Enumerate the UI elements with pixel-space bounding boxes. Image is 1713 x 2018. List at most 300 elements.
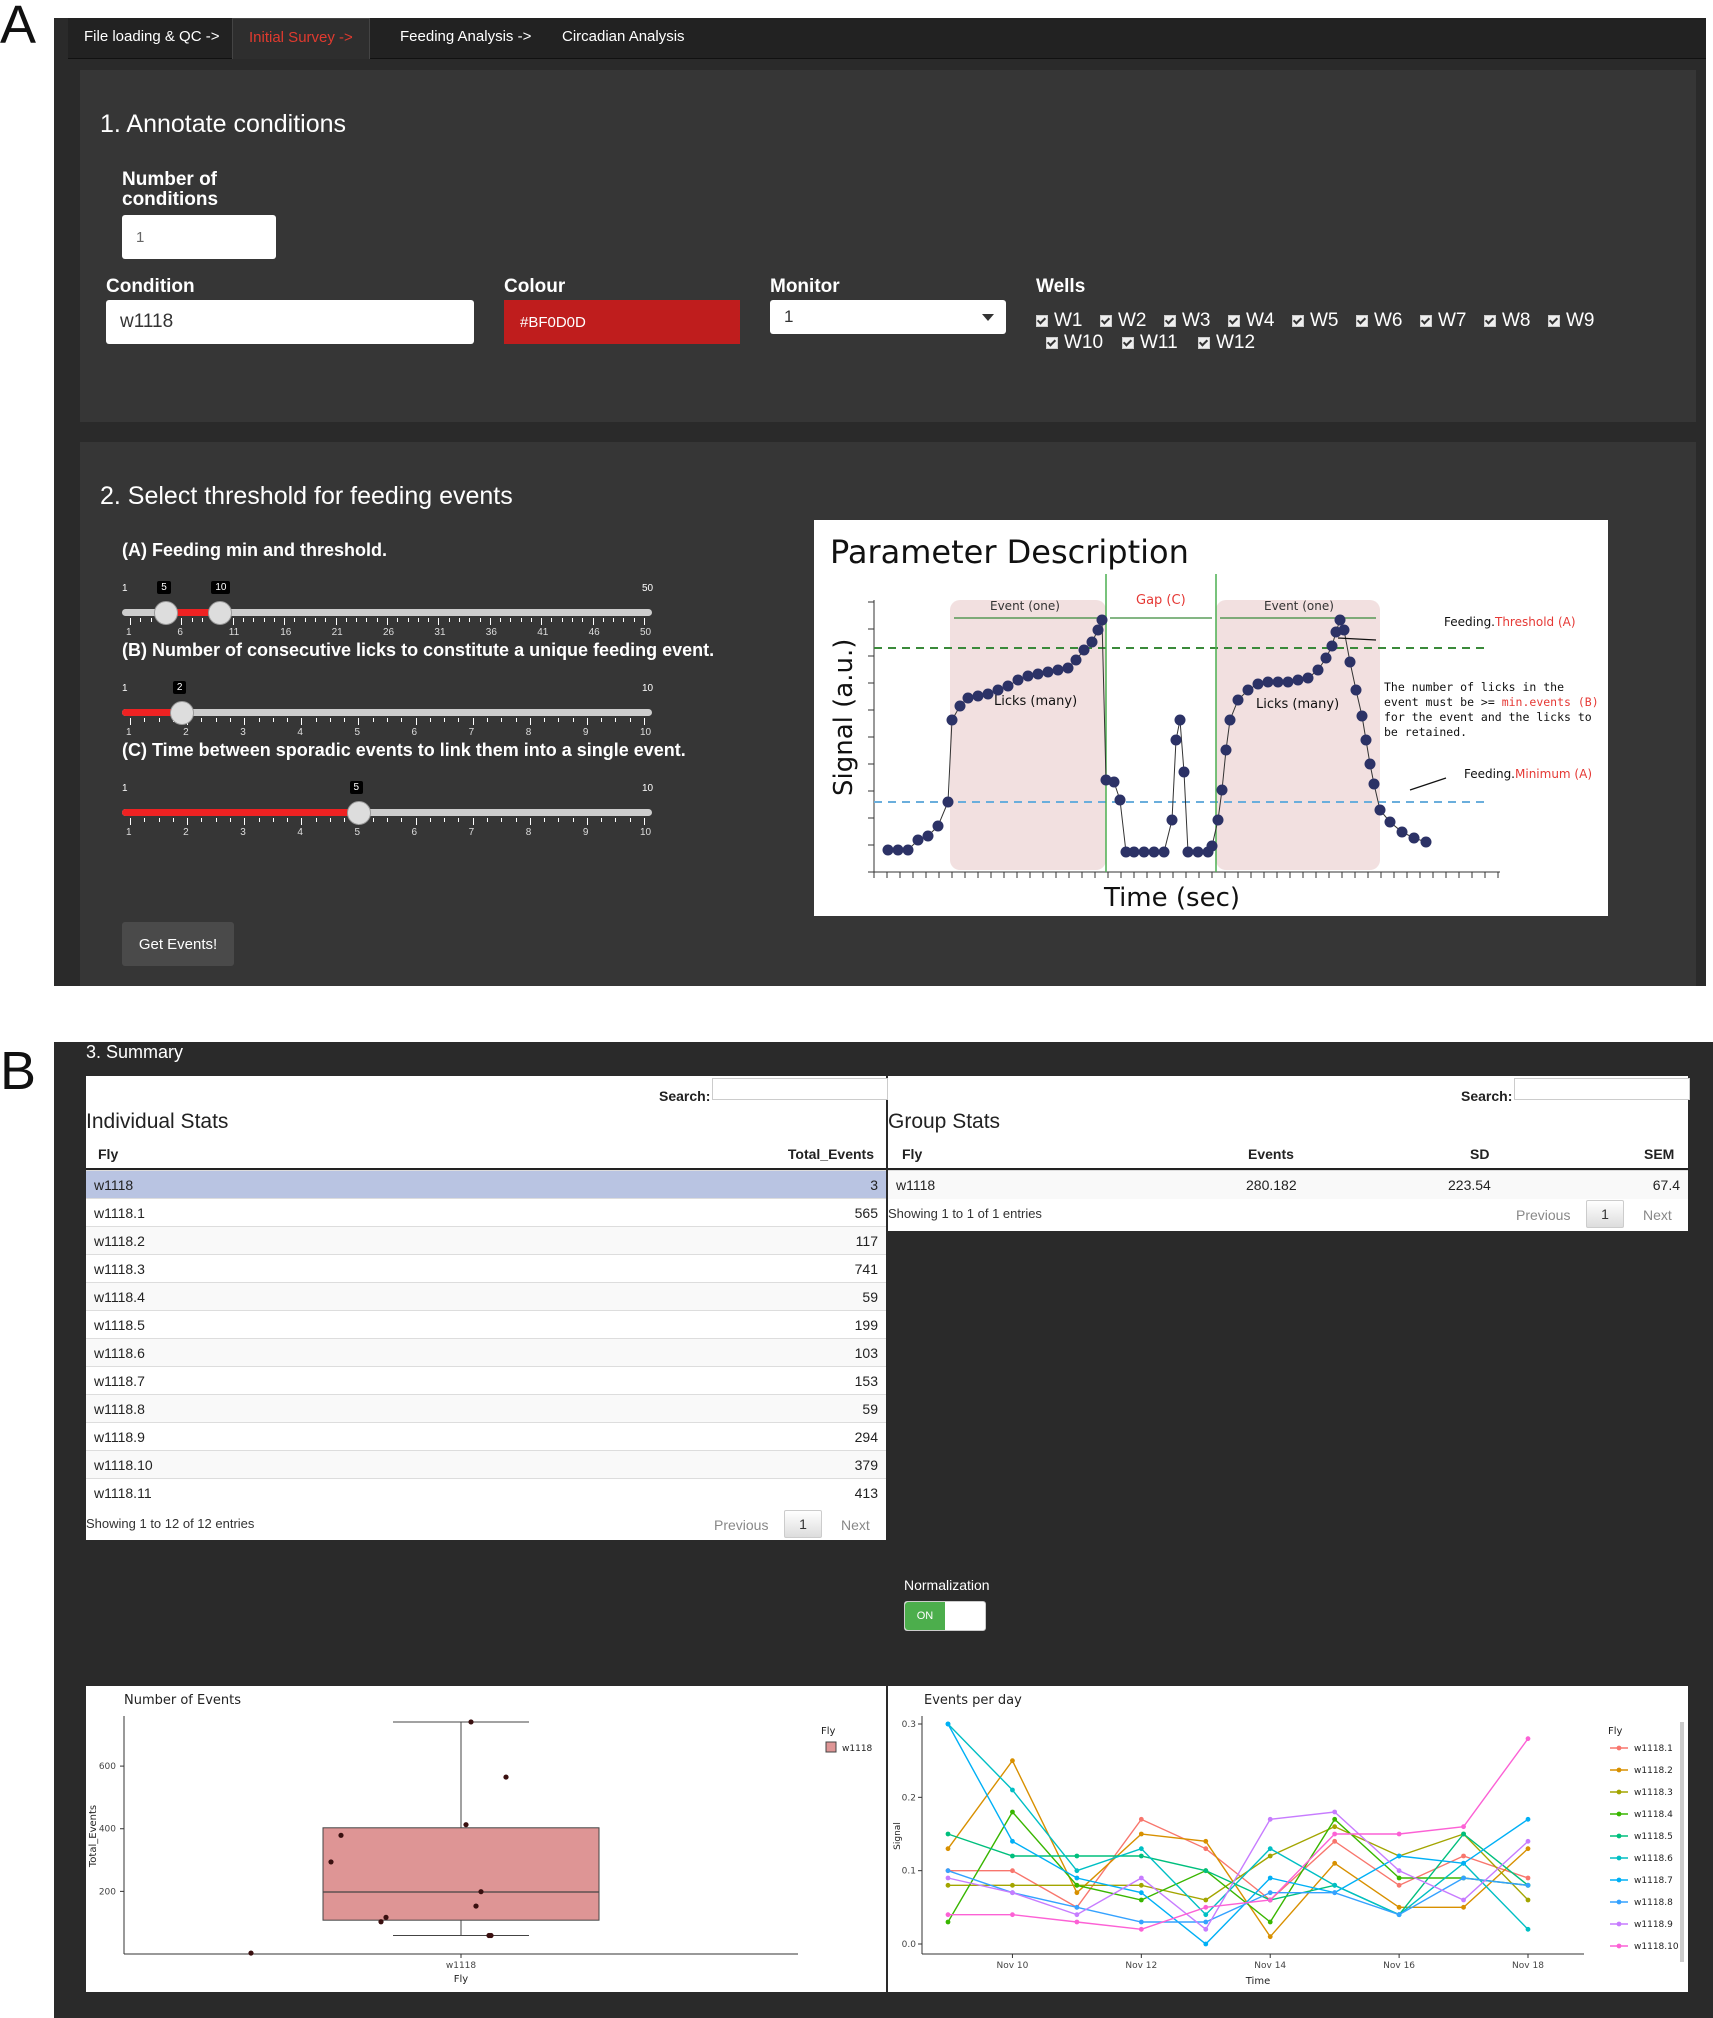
signal-dot	[1243, 685, 1254, 696]
lineplot-point	[1203, 1942, 1208, 1947]
tab-file-loading[interactable]: File loading & QC ->	[84, 28, 220, 45]
signal-dot	[1369, 779, 1380, 790]
signal-dot	[1361, 735, 1372, 746]
slider-a-label: (A) Feeding min and threshold.	[122, 540, 387, 560]
slider-a-max: 50	[642, 583, 654, 594]
legend-scrollbar[interactable]	[1680, 1722, 1684, 1962]
event-box-2	[1216, 600, 1380, 870]
slider-a-tick-label: 11	[228, 627, 240, 638]
signal-dot	[1339, 625, 1350, 636]
signal-dot	[1221, 745, 1232, 756]
slider-b-tick	[259, 718, 260, 722]
lineplot-point	[1203, 1927, 1208, 1932]
signal-dot	[1053, 665, 1064, 676]
slider-b-tick	[615, 718, 616, 722]
lineplot-point	[1332, 1810, 1337, 1815]
slider-b-tick	[416, 718, 417, 725]
group-info: Showing 1 to 1 of 1 entries	[888, 1206, 1042, 1221]
signal-dot	[1043, 667, 1054, 678]
lineplot-legend-label: w1118.7	[1634, 1876, 1673, 1886]
licks-label-2: Licks (many)	[1256, 697, 1340, 712]
signal-dot	[903, 845, 914, 856]
slider-c-tick	[144, 818, 145, 822]
cell-total-events: 379	[854, 1457, 878, 1473]
normalization-toggle[interactable]	[904, 1601, 986, 1631]
lineplot-y-tick-label: 0.3	[901, 1720, 916, 1730]
slider-a-tick	[500, 618, 501, 622]
lineplot-point	[1139, 1927, 1144, 1932]
individual-page-1[interactable]: 1	[784, 1510, 822, 1538]
boxplot-legend-label: w1118	[842, 1744, 873, 1754]
lineplot-point	[1074, 1868, 1079, 1873]
lineplot-point	[1010, 1788, 1015, 1793]
slider-a-value-bubble: 10	[211, 581, 230, 594]
cell-total-events: 565	[854, 1205, 878, 1221]
slider-c-tick-label: 6	[411, 827, 418, 838]
group-col-sem[interactable]: SEM	[1644, 1146, 1675, 1162]
group-cell-events: 280.182	[1246, 1177, 1297, 1193]
slider-b-tick	[301, 718, 302, 725]
lineplot-point	[1010, 1883, 1015, 1888]
signal-dot	[1079, 645, 1090, 656]
boxplot-point	[503, 1774, 508, 1779]
cell-total-events: 741	[854, 1261, 878, 1277]
slider-a-tick-label: 41	[537, 627, 549, 638]
lineplot-point	[1010, 1890, 1015, 1895]
lineplot-point	[1074, 1876, 1079, 1881]
signal-dot	[1179, 767, 1190, 778]
table-row[interactable]	[86, 1226, 886, 1255]
threshold-card	[80, 442, 1696, 986]
lineplot-point	[1203, 1912, 1208, 1917]
slider-c-tick	[387, 818, 388, 822]
lineplot-point	[1139, 1890, 1144, 1895]
slider-b-tick-label: 2	[183, 727, 189, 738]
feeding-minimum-label	[1464, 767, 1592, 781]
lineplot-x-tick-label: Nov 12	[1125, 1961, 1158, 1971]
signal-dot	[1409, 833, 1420, 844]
slider-a-tick	[644, 618, 645, 625]
well-checkbox-10[interactable]	[1046, 332, 1103, 354]
threshold-prefix: Feeding.	[1444, 615, 1495, 629]
lineplot-point	[1397, 1832, 1402, 1837]
signal-dot	[1303, 673, 1314, 684]
signal-dot	[883, 845, 894, 856]
table-row[interactable]	[86, 1478, 886, 1507]
lineplot-point	[1203, 1839, 1208, 1844]
slider-b-tick-label: 5	[354, 727, 360, 738]
lineplot-point	[946, 1846, 951, 1851]
slider-a-tick	[284, 618, 285, 625]
individual-prev[interactable]: Previous	[714, 1517, 769, 1533]
lineplot-point	[1461, 1898, 1466, 1903]
slider-c-tick-label: 3	[240, 827, 246, 838]
slider-c-tick	[601, 818, 602, 822]
lineplot-point	[1461, 1876, 1466, 1881]
lineplot-point	[1010, 1854, 1015, 1859]
slider-b-tick	[587, 718, 588, 725]
boxplot-y-tick-label: 600	[98, 1762, 116, 1773]
slider-a-tick	[593, 618, 594, 625]
table-row[interactable]	[86, 1338, 886, 1367]
table-row[interactable]	[86, 1394, 886, 1423]
lineplot-legend-label: w1118.4	[1634, 1810, 1673, 1820]
slider-b-tick	[216, 718, 217, 722]
slider-c-tick	[201, 818, 202, 822]
lineplot-title: Events per day	[924, 1693, 1022, 1708]
slider-a-tick	[541, 618, 542, 625]
boxplot-y-tick-label: 400	[98, 1824, 116, 1835]
boxplot-ylabel: Total_Events	[88, 1804, 99, 1868]
parameter-description-image	[814, 520, 1608, 916]
signal-dot	[947, 715, 958, 726]
signal-dot	[1283, 677, 1294, 688]
annotate-title: 1. Annotate conditions	[100, 110, 347, 138]
signal-dot	[1171, 735, 1182, 746]
slider-c-tick	[558, 818, 559, 822]
boxplot-svg	[86, 1686, 886, 1992]
slider-a-tick	[438, 618, 439, 625]
checkbox-checked-icon	[1100, 315, 1112, 327]
slider-c-tick	[587, 818, 588, 825]
slider-a-tick	[562, 618, 563, 622]
slider-a-tick	[387, 618, 388, 625]
slider-a-tick	[315, 618, 316, 622]
table-row[interactable]	[86, 1310, 886, 1339]
slider-a-handle[interactable]	[154, 601, 178, 625]
well-checkbox-6[interactable]	[1356, 310, 1403, 332]
lineplot-xlabel: Time	[1245, 1976, 1271, 1987]
well-label: W9	[1566, 310, 1595, 331]
table-row[interactable]	[86, 1282, 886, 1311]
group-search-label: Search:	[1461, 1088, 1513, 1104]
threshold-word: Threshold (A)	[1495, 615, 1576, 629]
lineplot-point	[1397, 1905, 1402, 1910]
lineplot-point	[1397, 1854, 1402, 1859]
well-checkbox-1[interactable]	[1036, 310, 1083, 332]
lineplot-point	[1010, 1839, 1015, 1844]
boxplot-point	[383, 1915, 388, 1920]
slider-b-tick-label: 10	[640, 727, 652, 738]
cell-fly: w1118.8	[94, 1401, 145, 1417]
table-row[interactable]	[86, 1366, 886, 1395]
slider-c-tick	[273, 818, 274, 822]
note-line-2b: min.events (B)	[1501, 695, 1599, 709]
lineplot-point	[1397, 1912, 1402, 1917]
signal-dot	[913, 835, 924, 846]
checkbox-checked-icon	[1122, 337, 1134, 349]
table-row[interactable]	[86, 1198, 886, 1227]
table-row[interactable]	[888, 1170, 1688, 1199]
well-checkbox-9[interactable]	[1548, 310, 1595, 332]
slider-b-tick	[401, 718, 402, 722]
table-row[interactable]	[86, 1422, 886, 1451]
table-row[interactable]	[86, 1170, 886, 1199]
boxplot-legend-title: Fly	[821, 1726, 836, 1737]
group-stats-card	[888, 1076, 1688, 1231]
get-events-button[interactable]: Get Events!	[122, 922, 234, 966]
slider-b-tick	[230, 718, 231, 722]
cell-fly: w1118.11	[94, 1485, 152, 1501]
events-per-day-plot	[888, 1686, 1688, 1992]
individual-search-label: Search:	[659, 1088, 711, 1104]
tab-initial-survey[interactable]: Initial Survey ->	[232, 18, 370, 59]
monitor-select[interactable]	[770, 300, 1006, 334]
lineplot-point	[1332, 1832, 1337, 1837]
group-col-fly[interactable]: Fly	[902, 1146, 923, 1162]
lineplot-point	[1139, 1898, 1144, 1903]
cell-total-events: 3	[870, 1177, 878, 1193]
slider-b-tick	[444, 718, 445, 722]
group-prev[interactable]: Previous	[1516, 1207, 1571, 1223]
group-page-1[interactable]: 1	[1586, 1200, 1624, 1228]
slider-b-min: 1	[122, 683, 128, 694]
lineplot-point	[1268, 1898, 1273, 1903]
slider-a-tick	[634, 618, 635, 622]
signal-dot	[1149, 847, 1160, 858]
lineplot-point	[946, 1876, 951, 1881]
condition-label: Condition	[106, 276, 195, 297]
slider-a-handle[interactable]	[208, 601, 232, 625]
lineplot-point	[1526, 1898, 1531, 1903]
minimum-prefix: Feeding.	[1464, 767, 1515, 781]
slider-a-tick	[346, 618, 347, 622]
cell-total-events: 294	[854, 1429, 878, 1445]
table-row[interactable]	[86, 1450, 886, 1479]
nav-bar	[68, 18, 1706, 59]
slider-b-track[interactable]	[122, 709, 652, 716]
signal-dot	[1335, 615, 1346, 626]
lineplot-point	[1010, 1810, 1015, 1815]
group-next[interactable]: Next	[1643, 1207, 1672, 1223]
slider-a-min: 1	[122, 583, 128, 594]
note-line-3: for the event and the licks to	[1384, 710, 1592, 724]
slider-b-tick	[601, 718, 602, 722]
checkbox-checked-icon	[1198, 337, 1210, 349]
wells-label: Wells	[1036, 276, 1086, 297]
boxplot-point	[463, 1822, 468, 1827]
well-checkbox-11[interactable]	[1122, 332, 1178, 354]
group-col-sd[interactable]: SD	[1470, 1146, 1490, 1162]
well-checkbox-4[interactable]	[1228, 310, 1275, 332]
slider-a-tick	[531, 618, 532, 622]
slider-c-tick	[373, 818, 374, 822]
note-line-1: The number of licks in the	[1384, 680, 1565, 694]
well-checkbox-12[interactable]	[1198, 332, 1255, 354]
lineplot-point	[1268, 1934, 1273, 1939]
lineplot-legend-label: w1118.3	[1634, 1788, 1673, 1798]
lineplot-y-tick-label: 0.0	[901, 1940, 916, 1950]
group-col-events[interactable]: Events	[1248, 1146, 1294, 1162]
cell-fly: w1118.10	[94, 1457, 153, 1473]
chevron-down-icon	[982, 314, 994, 321]
lineplot-legend-dot	[1617, 1900, 1622, 1905]
group-cell-sem: 67.4	[1652, 1177, 1680, 1193]
group-cell-fly: w1118	[896, 1177, 936, 1193]
slider-c-tick	[244, 818, 245, 825]
cell-total-events: 59	[862, 1289, 878, 1305]
lineplot-point	[1203, 1920, 1208, 1925]
slider-c-tick	[401, 818, 402, 822]
slider-c-handle[interactable]	[347, 801, 371, 825]
slider-b-max: 10	[642, 683, 654, 694]
well-label: W12	[1216, 332, 1256, 353]
slider-c-tick-label: 5	[354, 827, 360, 838]
slider-c-tick	[444, 818, 445, 822]
well-checkbox-8[interactable]	[1484, 310, 1531, 332]
signal-dot	[1327, 641, 1338, 652]
signal-dot	[1183, 847, 1194, 858]
signal-dot	[955, 701, 966, 712]
slider-b-tick	[330, 718, 331, 722]
slider-a-tick	[480, 618, 481, 622]
lineplot-point	[1461, 1905, 1466, 1910]
slider-a-value-bubble: 5	[157, 581, 171, 594]
slider-c-tick	[501, 818, 502, 822]
lineplot-point	[1010, 1868, 1015, 1873]
number-of-events-plot	[86, 1686, 886, 1992]
slider-b-tick	[501, 718, 502, 722]
slider-a-tick	[377, 618, 378, 622]
condition-input[interactable]: w1118	[106, 300, 474, 344]
slider-c-tick	[344, 818, 345, 822]
lineplot-legend-title: Fly	[1608, 1726, 1623, 1737]
licks-label-1: Licks (many)	[994, 694, 1078, 709]
slider-b-tick	[530, 718, 531, 725]
event-one-label-2: Event (one)	[1264, 599, 1334, 613]
lineplot-point	[1397, 1876, 1402, 1881]
lineplot-svg	[888, 1686, 1688, 1992]
col-fly[interactable]: Fly	[98, 1146, 119, 1162]
num-conditions-input[interactable]: 1	[122, 215, 276, 259]
slider-a-tick	[572, 618, 573, 622]
cell-total-events: 413	[854, 1485, 878, 1501]
signal-dot	[1365, 759, 1376, 770]
param-ylabel: Signal (a.u.)	[829, 638, 859, 796]
slider-a-tick	[233, 618, 234, 625]
lineplot-point	[946, 1868, 951, 1873]
slider-b-tick	[373, 718, 374, 722]
slider-b-tick	[273, 718, 274, 722]
slider-b-handle[interactable]	[170, 701, 194, 725]
lineplot-legend-dot	[1617, 1922, 1622, 1927]
well-checkbox-7[interactable]	[1420, 310, 1467, 332]
slider-a-tick	[551, 618, 552, 622]
lineplot-point	[1332, 1861, 1337, 1866]
slider-a-tick	[181, 618, 182, 625]
slider-c-tick	[230, 818, 231, 822]
slider-a-tick	[130, 618, 131, 625]
slider-c-tick	[301, 818, 302, 825]
lineplot-legend-label: w1118.2	[1634, 1766, 1673, 1776]
well-label: W8	[1502, 310, 1531, 331]
well-label: W5	[1310, 310, 1339, 331]
threshold-title: 2. Select threshold for feeding events	[100, 482, 513, 510]
boxplot-point	[473, 1903, 478, 1908]
lineplot-point	[1397, 1883, 1402, 1888]
signal-dot	[1207, 841, 1218, 852]
col-total-events[interactable]: Total_Events	[787, 1146, 874, 1162]
cell-fly: w1118.3	[94, 1261, 145, 1277]
panel-b	[54, 1042, 1713, 2018]
lineplot-point	[946, 1920, 951, 1925]
signal-dot	[963, 693, 974, 704]
slider-b-tick	[316, 718, 317, 722]
slider-b-tick	[630, 718, 631, 722]
slider-c-max: 10	[642, 783, 654, 794]
colour-picker[interactable]: #BF0D0D	[504, 300, 740, 344]
slider-c-tick	[644, 818, 645, 825]
individual-search-input[interactable]	[712, 1078, 888, 1100]
slider-a-tick	[325, 618, 326, 622]
lineplot-point	[1139, 1817, 1144, 1822]
lineplot-legend-dot	[1617, 1878, 1622, 1883]
slider-a-tick	[510, 618, 511, 622]
boxplot-y-tick-label: 200	[98, 1887, 116, 1898]
slider-c-tick	[130, 818, 131, 825]
toggle-on-label: ON	[905, 1602, 945, 1630]
slider-b-tick	[544, 718, 545, 722]
slider-a-tick-label: 26	[383, 627, 395, 638]
signal-dot	[1003, 681, 1014, 692]
lineplot-point	[1139, 1846, 1144, 1851]
lineplot-legend-dot	[1617, 1834, 1622, 1839]
slider-c-tick-label: 7	[468, 827, 475, 838]
signal-dot	[1097, 615, 1108, 626]
lineplot-legend-label: w1118.8	[1634, 1898, 1673, 1908]
lineplot-legend-dot	[1617, 1856, 1622, 1861]
slider-a-tick	[264, 618, 265, 622]
slider-c-tick	[287, 818, 288, 822]
well-checkbox-5[interactable]	[1292, 310, 1339, 332]
lineplot-point	[1203, 1898, 1208, 1903]
table-row[interactable]	[86, 1254, 886, 1283]
tab-feeding-analysis[interactable]: Feeding Analysis ->	[400, 28, 532, 45]
group-search-input[interactable]	[1514, 1078, 1690, 1100]
lineplot-point	[946, 1722, 951, 1727]
well-checkbox-3[interactable]	[1164, 310, 1211, 332]
slider-b-tick-label: 4	[297, 727, 303, 738]
well-checkbox-2[interactable]	[1100, 310, 1147, 332]
checkbox-checked-icon	[1292, 315, 1304, 327]
individual-next[interactable]: Next	[841, 1517, 870, 1533]
slider-c-tick-label: 1	[126, 827, 132, 838]
lineplot-point	[1268, 1817, 1273, 1822]
normalization-label: Normalization	[904, 1577, 990, 1593]
tab-circadian-analysis[interactable]: Circadian Analysis	[562, 28, 685, 45]
lineplot-legend-dot	[1617, 1790, 1622, 1795]
lineplot-legend-label: w1118.5	[1634, 1832, 1673, 1842]
checkbox-checked-icon	[1420, 315, 1432, 327]
slider-c-tick	[487, 818, 488, 822]
individual-info: Showing 1 to 12 of 12 entries	[86, 1516, 255, 1531]
lineplot-point	[1268, 1854, 1273, 1859]
lineplot-point	[946, 1912, 951, 1917]
signal-dot	[933, 821, 944, 832]
slider-c-tick-label: 9	[582, 827, 589, 838]
slider-a-tick	[418, 618, 419, 622]
slider-c-tick-label: 10	[640, 827, 652, 838]
slider-b-tick	[344, 718, 345, 722]
lineplot-point	[1074, 1905, 1079, 1910]
boxplot-point	[328, 1859, 333, 1864]
slider-c-tick	[159, 818, 160, 822]
slider-b-label: (B) Number of consecutive licks to constitute a unique feeding event.	[122, 640, 715, 660]
boxplot-xlabel: Fly	[453, 1974, 469, 1985]
slider-a-tick	[192, 618, 193, 622]
lineplot-point	[1074, 1912, 1079, 1917]
lineplot-legend-dot	[1617, 1944, 1622, 1949]
